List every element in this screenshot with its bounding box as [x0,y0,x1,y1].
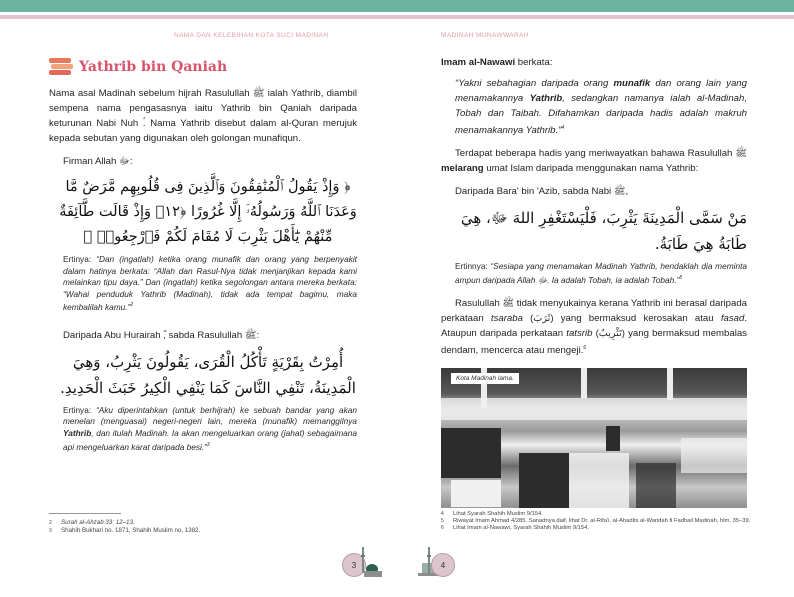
footnote-ref[interactable]: 3 [206,441,210,448]
page-number-badge: 3 [342,553,366,577]
term-italic: tatsrib [566,328,593,340]
footnote [441,511,751,518]
left-page [49,55,357,453]
footnote-divider [441,507,513,508]
verse-translation [63,254,357,314]
translation-label: Ertinnya: [455,261,488,272]
footnote-text: Lihat Syarah Shahih Muslim 9/154. [453,511,543,517]
photo-building [519,453,569,508]
photo-minaret [667,368,673,400]
nawawi-lead [441,55,747,70]
right-page [441,55,747,508]
paragraph-text: (تَثْرِيبٌ) yang bermaksud membalas dendam, mencerca atau mengeji. [441,328,747,357]
running-head-right: MADINAH MUNAWWARAH [441,32,529,39]
footnote [49,527,349,535]
firman-lead: Firman Allah ﷻ: [63,156,133,167]
photo-building [569,453,629,508]
paragraph-text: . Ataupun daripada perkataan [441,313,747,340]
translation-text: , dan itulah Madinah. Ia akan mengeluarkan orang (jahat) sebagaimana api mengeluarkan karat daripada besi.” [63,427,357,452]
footnote-ref[interactable]: 6 [583,345,587,352]
hadith-arabic: أُمِرْتُ بِقَرْيَةٍ تَأْكُلُ الْقُرَى، يَقُولُونَ يَثْرِبُ، وَهِيَ الْمَدِينَةُ، تَنْفِي النَّاسَ كَمَا يَنْفِي الْكِيرُ خَبَثَ الْحَدِيدِ. [60,352,356,397]
translation-label: Ertinya: [63,404,92,415]
photo-building [451,480,501,508]
nawawi-quote [455,76,747,138]
footnote [49,519,349,527]
photo-building [681,438,747,473]
paragraph-text: umat Islam daripada menggunakan nama Yathrib: [483,163,699,175]
quote-bold: Yathrib [529,93,563,104]
translation-bold: Yathrib [63,427,92,438]
top-pink-stripe [0,15,794,19]
paragraph-text: Terdapat beberapa hadis yang meriwayatkan bahawa Rasulullah ﷺ [455,148,747,160]
term-italic: fasad [720,313,745,325]
books-icon [49,57,73,77]
photo-caption: Kota Madinah lama. [451,373,519,384]
prohibition-paragraph [441,146,747,176]
photo-building [606,426,620,451]
translation-text: “Aku diperintahkan (untuk berhijrah) ke sebuah bandar yang akan menelan (menguasai) negeri-negeri lain, mereka (munafik) memanggilnya [63,404,357,427]
footnote [441,525,751,532]
paragraph-bold: melarang [441,163,484,175]
footnote-text: Surah al-Ahzab 33: 12–13. [61,519,135,526]
nawawi-lead-text: berkata: [515,57,553,68]
footnote-text: Shahih Bukhari no. 1871, Shahih Muslim no. 1382. [61,527,201,534]
quote-text: , sedangkan namanya ialah al-Madinah, Tobah dan Taibah. Difahamkan daripada hadis adalah makruh menamakannya Yathrib.” [455,93,747,137]
mosque-icon [356,545,382,579]
section-heading [49,55,357,79]
translation-label: Ertinya: [63,254,92,264]
nawawi-name: Imam al-Nawawi [441,57,516,68]
bara-lead: Daripada Bara' bin 'Azib, sabda Nabi ﷺ, [455,186,629,198]
hadith-lead: Daripada Abu Hurairah ؓ, sabda Rasulullah ﷺ: [63,329,260,341]
photo-rooftops [441,398,747,420]
left-footnotes [49,519,349,535]
top-color-band [0,0,794,12]
footnote-number: 2 [49,520,52,526]
bara-translation [455,261,747,286]
footnote-text: Riwayat Imam Ahmad 4/285. Sanadnya daif, lihat Dr. al-Rifa'i, al-Ahadits al-Waridah fi Fadhail Madinah, hlm. 35–39. [453,518,751,524]
photo-building [636,463,676,508]
footnote-ref[interactable]: 5 [679,274,683,281]
footnote-number: 5 [441,518,444,524]
quote-bold: munafik [613,78,651,89]
intro-paragraph: Nama asal Madinah sebelum hijrah Rasulullah ﷺ ialah Yathrib, diambil sempena nama pengasasnya iaitu Yathrib bin Qaniah daripada keturunan Nabi Nuh ؑ. Nama Yathrib disebut dalam al-Quran merujuk kepada sebutan yang digunakan oleh golongan munafiqun. [49,88,357,144]
footnote-ref[interactable]: 2 [130,302,134,309]
footnote-ref[interactable]: 4 [561,125,565,131]
footnote-number: 6 [441,525,444,531]
quran-verse: ﴿ وَإِذْ يَقُولُ ٱلْمُنَٰفِقُونَ وَٱلَّذِينَ فِى قُلُوبِهِم مَّرَضٌ مَّا وَعَدَنَا ٱللَّهُ وَرَسُولُهُۥٓ إِلَّا غُرُورًا ﴿١٢﴾ وَإِذْ قَالَت طَّآئِفَةٌ مِّنْهُمْ يَٰٓأَهْلَ يَثْرِبَ لَا مُقَامَ لَكُمْ فَٱرْجِعُوا۟ ﴾ [59,179,357,245]
footnote [441,518,751,525]
old-madinah-photo [441,368,747,508]
bara-arabic: مَنْ سَمَّى الْمَدِينَةَ يَثْرِبَ، فَلْيَسْتَغْفِرِ اللهَ ﷻ، هِيَ طَابَةُ هِيَ طَابَةُ. [460,209,747,254]
section-title: Yathrib bin Qaniah [79,59,228,75]
footnote-text: Lihat Imam al-Nawawi, Syarah Shahih Muslim 9/154. [453,525,589,531]
footnote-number: 3 [49,528,52,534]
etymology-paragraph [441,296,747,358]
paragraph-text: (ثَرَبَ) yang bermaksud kerosakan atau [522,313,721,325]
running-head-left: NAMA DAN KELEBIHAN KOTA SUCI MADINAH [174,32,329,39]
paragraph-text: Rasulullah ﷺ tidak menyukainya kerana Yathrib ini berasal daripada perkataan [441,298,747,325]
footnote-number: 4 [441,511,444,517]
photo-minaret [581,368,587,398]
footnote-divider [49,513,121,514]
translation-text: “Dan (ingatlah) ketika orang munafik dan orang yang berpenyakit dalam hatinya berkata: “Allah dan Rasul-Nya tidak menjanjikan kepada kami melainkan tipu daya.” Dan (ingatlah) ketika segolongan antara mereka berkata: “Wahai penduduk Yathrib (Madinah), tidak ada tempat bagimu, maka kembalilah kamu.” [63,254,357,313]
right-footnotes [441,511,751,532]
hadith-translation [63,405,357,453]
quote-text: “Yakni sebahagian daripada orang [455,78,614,89]
translation-text: “Sesiapa yang menamakan Madinah Yathrib, hendaklah dia meminta ampun daripada Allah ﷻ. Ia adalah Tobah, ia adalah Tobah.” [455,261,747,285]
term-italic: tsaraba [490,313,523,325]
page-number-badge: 4 [431,553,455,577]
quote-text: dan orang lain yang menamakannya [455,78,747,104]
photo-building [441,428,501,478]
